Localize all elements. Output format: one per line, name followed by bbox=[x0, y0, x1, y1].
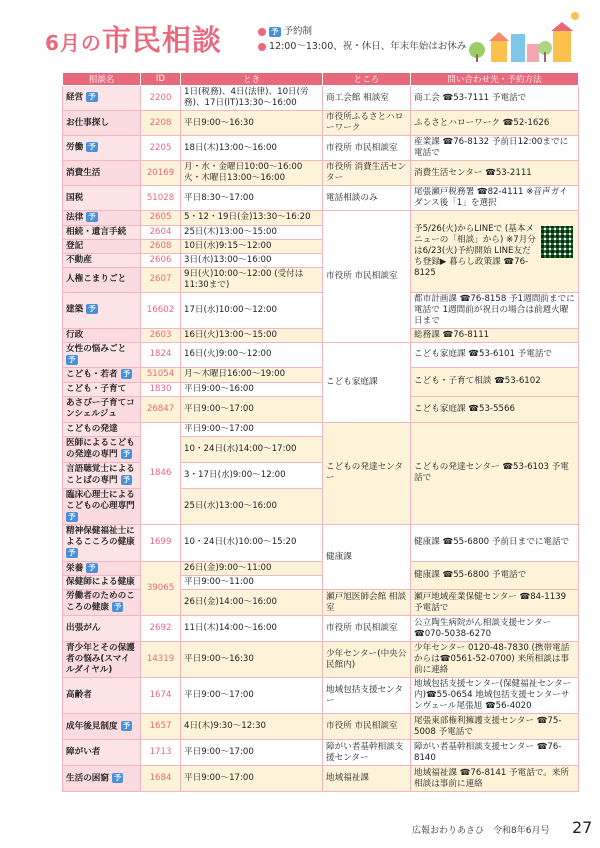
footer-publication: 広報おわりあさひ 令和8年6月号 bbox=[412, 826, 550, 836]
row-contact: こども家庭課 ☎53-5566 bbox=[411, 396, 579, 422]
row-id: 2200 bbox=[141, 86, 181, 111]
row-contact: 商工会 ☎53-7111 予電話で bbox=[411, 86, 579, 111]
row-name: 経営 予 bbox=[63, 86, 141, 111]
row-id: 2607 bbox=[141, 267, 181, 292]
bullet-icon bbox=[258, 28, 266, 36]
table-row bbox=[63, 642, 579, 678]
row-time: 平日9:00～17:00 bbox=[181, 766, 323, 792]
consultation-table bbox=[62, 72, 579, 792]
table-row bbox=[63, 86, 579, 111]
row-contact: 地域福祉課 ☎76-8141 予電話で。来所相談は事前に連絡 bbox=[411, 766, 579, 792]
row-time: 3日(水)13:00～16:00 bbox=[181, 253, 323, 267]
row-id: 2605 bbox=[141, 211, 181, 226]
row-id: 14319 bbox=[141, 642, 181, 678]
table-row bbox=[63, 161, 579, 186]
row-contact: 少年センター 0120-48-7830 (携帯電話からは☎0561-52-0700) 来所相談は事前に連絡 bbox=[411, 642, 579, 678]
table-row bbox=[63, 136, 579, 161]
row-id: 1824 bbox=[141, 342, 181, 368]
row-time: 平日9:00～17:00 bbox=[181, 740, 323, 766]
hattatsu-id: 1846 bbox=[141, 422, 181, 525]
kenko-place: 健康課 bbox=[323, 525, 411, 590]
row-name: 精神保健福祉士によるこころの健康 予 bbox=[63, 525, 141, 562]
row-name: こどもの発達 bbox=[63, 422, 141, 436]
row-name: 行政 bbox=[63, 328, 141, 342]
hattatsu-contact: こどもの発達センター ☎53-6103 予電話で bbox=[411, 422, 579, 525]
row-time: 月・水・金曜日10:00～16:00 火・木曜日13:00～16:00 bbox=[181, 161, 323, 186]
table-row bbox=[63, 616, 579, 642]
row-name: 出張がん bbox=[63, 616, 141, 642]
row-name: お仕事探し bbox=[63, 111, 141, 136]
col-header: ところ bbox=[323, 73, 411, 86]
row-name: 消費生活 bbox=[63, 161, 141, 186]
table-row bbox=[63, 766, 579, 792]
col-header: とき bbox=[181, 73, 323, 86]
row-name: 労働 予 bbox=[63, 136, 141, 161]
row-time: 9日(火)10:00～12:00 (受付は11:30まで) bbox=[181, 267, 323, 292]
row-time: 4日(木)9:30～12:30 bbox=[181, 714, 323, 740]
table-row bbox=[63, 111, 579, 136]
row-contact: 総務課 ☎76-8111 bbox=[411, 328, 579, 342]
row-name: 女性の悩みごと 予 bbox=[63, 342, 141, 368]
row-time: 平日9:00～16:30 bbox=[181, 111, 323, 136]
row-place: 地域福祉課 bbox=[323, 766, 411, 792]
row-name: 建築 予 bbox=[63, 292, 141, 328]
col-header: ID bbox=[141, 73, 181, 86]
row-time: 10・24日(水)14:00～17:00 bbox=[181, 436, 323, 462]
row-place: 市役所 市民相談室 bbox=[323, 616, 411, 642]
row-id: 1699 bbox=[141, 525, 181, 562]
row-time: 25日(水)13:00～16:00 bbox=[181, 488, 323, 525]
row-id: 2604 bbox=[141, 225, 181, 239]
row-id: 2208 bbox=[141, 111, 181, 136]
row-time: 1日(税務)、4日(法律)、10日(労務)、17日(IT)13:30～16:00 bbox=[181, 86, 323, 111]
kodomo-contact: こども・子育て相談 ☎53-6102 bbox=[411, 368, 579, 397]
page-header bbox=[0, 0, 600, 68]
row-time: 平日9:00～11:00 bbox=[181, 576, 323, 590]
row-contact: 尾張瀬戸税務署 ☎82-4111 ※音声ガイダンス後「1」を選択 bbox=[411, 186, 579, 211]
legend: 予 予約制 12:00～13:00、祝・休日、年末年始はお休み bbox=[258, 24, 466, 54]
row-id: 1674 bbox=[141, 678, 181, 714]
row-place: 障がい者基幹相談支援センター bbox=[323, 740, 411, 766]
row-time: 5・12・19日(金)13:30～16:20 bbox=[181, 211, 323, 226]
table-row bbox=[63, 292, 579, 328]
table-row bbox=[63, 342, 579, 368]
table-row bbox=[63, 396, 579, 422]
row-contact: 消費生活センター ☎53-2111 bbox=[411, 161, 579, 186]
row-name: こども・若者 予 bbox=[63, 368, 141, 383]
row-place: 市役所 市民相談室 bbox=[323, 136, 411, 161]
row-time: 26日(金)14:00～16:00 bbox=[181, 590, 323, 616]
row-contact: 尾張東部権利擁護支援センター ☎75-5008 予電話で bbox=[411, 714, 579, 740]
law-place: 市役所 市民相談室 bbox=[323, 211, 411, 343]
row-name: 言語聴覚士によることばの専門 予 bbox=[63, 462, 141, 488]
row-id: 2692 bbox=[141, 616, 181, 642]
row-place: 市役所ふるさとハローワーク bbox=[323, 111, 411, 136]
table-row bbox=[63, 525, 579, 562]
town-illustration-icon bbox=[465, 10, 585, 62]
page-number: 27 bbox=[572, 818, 593, 837]
row-time: 3・17日(水)9:00～12:00 bbox=[181, 462, 323, 488]
row-id: 51028 bbox=[141, 186, 181, 211]
row-name: 法律 予 bbox=[63, 211, 141, 226]
col-header: 相談名 bbox=[63, 73, 141, 86]
kourei-place: 地域包括支援センター bbox=[323, 678, 411, 714]
row-time: 16日(火)9:00～12:00 bbox=[181, 342, 323, 368]
row-contact: 瀬戸地域産業保健センター ☎84-1139 予電話で bbox=[411, 590, 579, 616]
row-time: 10・24日(水)10:00～15:20 bbox=[181, 525, 323, 562]
row-time: 平日9:00～16:00 bbox=[181, 382, 323, 396]
row-name: 青少年とその保護者の悩み(スマイルダイヤル) bbox=[63, 642, 141, 678]
kenko-contact: 健康課 ☎55-6800 予電話で bbox=[411, 561, 579, 590]
table-row bbox=[63, 328, 579, 342]
row-contact: 産業課 ☎76-8132 予前日12:00までに電話で bbox=[411, 136, 579, 161]
row-contact: 障がい者基幹相談支援センター ☎76-8140 bbox=[411, 740, 579, 766]
table-row bbox=[63, 422, 579, 436]
row-name: 臨床心理士によるこどもの心理専門 予 bbox=[63, 488, 141, 525]
row-id: 2603 bbox=[141, 328, 181, 342]
row-name: 不動産 bbox=[63, 253, 141, 267]
row-id: 1830 bbox=[141, 382, 181, 396]
table-row bbox=[63, 590, 579, 616]
row-contact: 都市計画課 ☎76-8158 予1週間前までに電話で 1週間前が祝日の場合は前週火曜日まで bbox=[411, 292, 579, 328]
row-name: 登記 bbox=[63, 239, 141, 253]
row-time: 平日8:30～17:00 bbox=[181, 186, 323, 211]
row-time: 平日9:00～16:30 bbox=[181, 642, 323, 678]
table-row bbox=[63, 186, 579, 211]
row-name: あさぴー子育てコンシェルジュ bbox=[63, 396, 141, 422]
table-row bbox=[63, 678, 579, 714]
hattatsu-place: こどもの発達センター bbox=[323, 422, 411, 525]
row-name: 高齢者 bbox=[63, 678, 141, 714]
row-name: 医師によるこどもの発達の専門 予 bbox=[63, 436, 141, 462]
row-id: 1684 bbox=[141, 766, 181, 792]
row-name: 成年後見制度 予 bbox=[63, 714, 141, 740]
row-name: 栄養 予 bbox=[63, 561, 141, 576]
row-name: 障がい者 bbox=[63, 740, 141, 766]
table-row bbox=[63, 714, 579, 740]
row-place: 電話相談のみ bbox=[323, 186, 411, 211]
row-name: 国税 bbox=[63, 186, 141, 211]
qr-code-icon bbox=[541, 226, 573, 258]
row-id: 26847 bbox=[141, 396, 181, 422]
table-row bbox=[63, 368, 579, 383]
row-id: 20169 bbox=[141, 161, 181, 186]
row-time: 平日9:00～17:00 bbox=[181, 396, 323, 422]
row-id: 2606 bbox=[141, 253, 181, 267]
row-name: 生活の困窮 予 bbox=[63, 766, 141, 792]
row-id: 2205 bbox=[141, 136, 181, 161]
table-row bbox=[63, 561, 579, 576]
law-contact: 予5/26(火)からLINEで (基本メニューの「相談」から) ※7月分は6/23(火)予約開始 LINE友だち登録▶ 暮らし政策課 ☎76-8125 bbox=[411, 211, 579, 293]
row-time: 平日9:00～17:00 bbox=[181, 678, 323, 714]
row-contact: 健康課 ☎55-6800 予前日までに電話で bbox=[411, 525, 579, 562]
row-id: 1657 bbox=[141, 714, 181, 740]
table-row bbox=[63, 740, 579, 766]
row-place: 市役所 市民相談室 bbox=[323, 714, 411, 740]
row-time: 26日(金)9:00～11:00 bbox=[181, 561, 323, 576]
table-row bbox=[63, 211, 579, 226]
row-id: 16602 bbox=[141, 292, 181, 328]
kodomo-place: こども家庭課 bbox=[323, 342, 411, 422]
row-time: 平日9:00～17:00 bbox=[181, 422, 323, 436]
row-time: 10日(水)9:15～12:00 bbox=[181, 239, 323, 253]
row-place: 商工会館 相談室 bbox=[323, 86, 411, 111]
row-time: 18日(木)13:00～16:00 bbox=[181, 136, 323, 161]
bullet-icon bbox=[258, 43, 266, 51]
row-contact: 地域包括支援センター(保健福祉センター内)☎55-0654 地域包括支援センターサンヴェール尾張旭 ☎56-4020 bbox=[411, 678, 579, 714]
row-time: 11日(木)14:00～16:00 bbox=[181, 616, 323, 642]
row-name: 労働者のためのこころの健康 予 bbox=[63, 590, 141, 616]
page-title: 6月の市民相談 bbox=[45, 23, 222, 57]
row-place: 少年センター(中央公民館内) bbox=[323, 642, 411, 678]
row-time: 16日(火)13:00～15:00 bbox=[181, 328, 323, 342]
row-place: 市役所 消費生活センター bbox=[323, 161, 411, 186]
row-name: こども・子育て bbox=[63, 382, 141, 396]
row-id: 51054 bbox=[141, 368, 181, 383]
row-contact: 公立陶生病院がん相談支援センター ☎070-5038-6270 bbox=[411, 616, 579, 642]
row-time: 月～木曜日16:00～19:00 bbox=[181, 368, 323, 383]
row-id: 1713 bbox=[141, 740, 181, 766]
row-id: 2608 bbox=[141, 239, 181, 253]
row-time: 25日(木)13:00～15:00 bbox=[181, 225, 323, 239]
row-time: 17日(水)10:00～12:00 bbox=[181, 292, 323, 328]
row-contact: ふるさとハローワーク ☎52-1626 bbox=[411, 111, 579, 136]
row-name: 人権こまりごと bbox=[63, 267, 141, 292]
row-name: 保健師による健康 bbox=[63, 576, 141, 590]
col-header: 問い合わせ先・予約方法 bbox=[411, 73, 579, 86]
row-place: 瀬戸旭医師会館 相談室 bbox=[323, 590, 411, 616]
row-contact: こども家庭課 ☎53-6101 予電話で bbox=[411, 342, 579, 368]
kenko-id: 39065 bbox=[141, 561, 181, 616]
row-name: 相続・遺言手続 bbox=[63, 225, 141, 239]
